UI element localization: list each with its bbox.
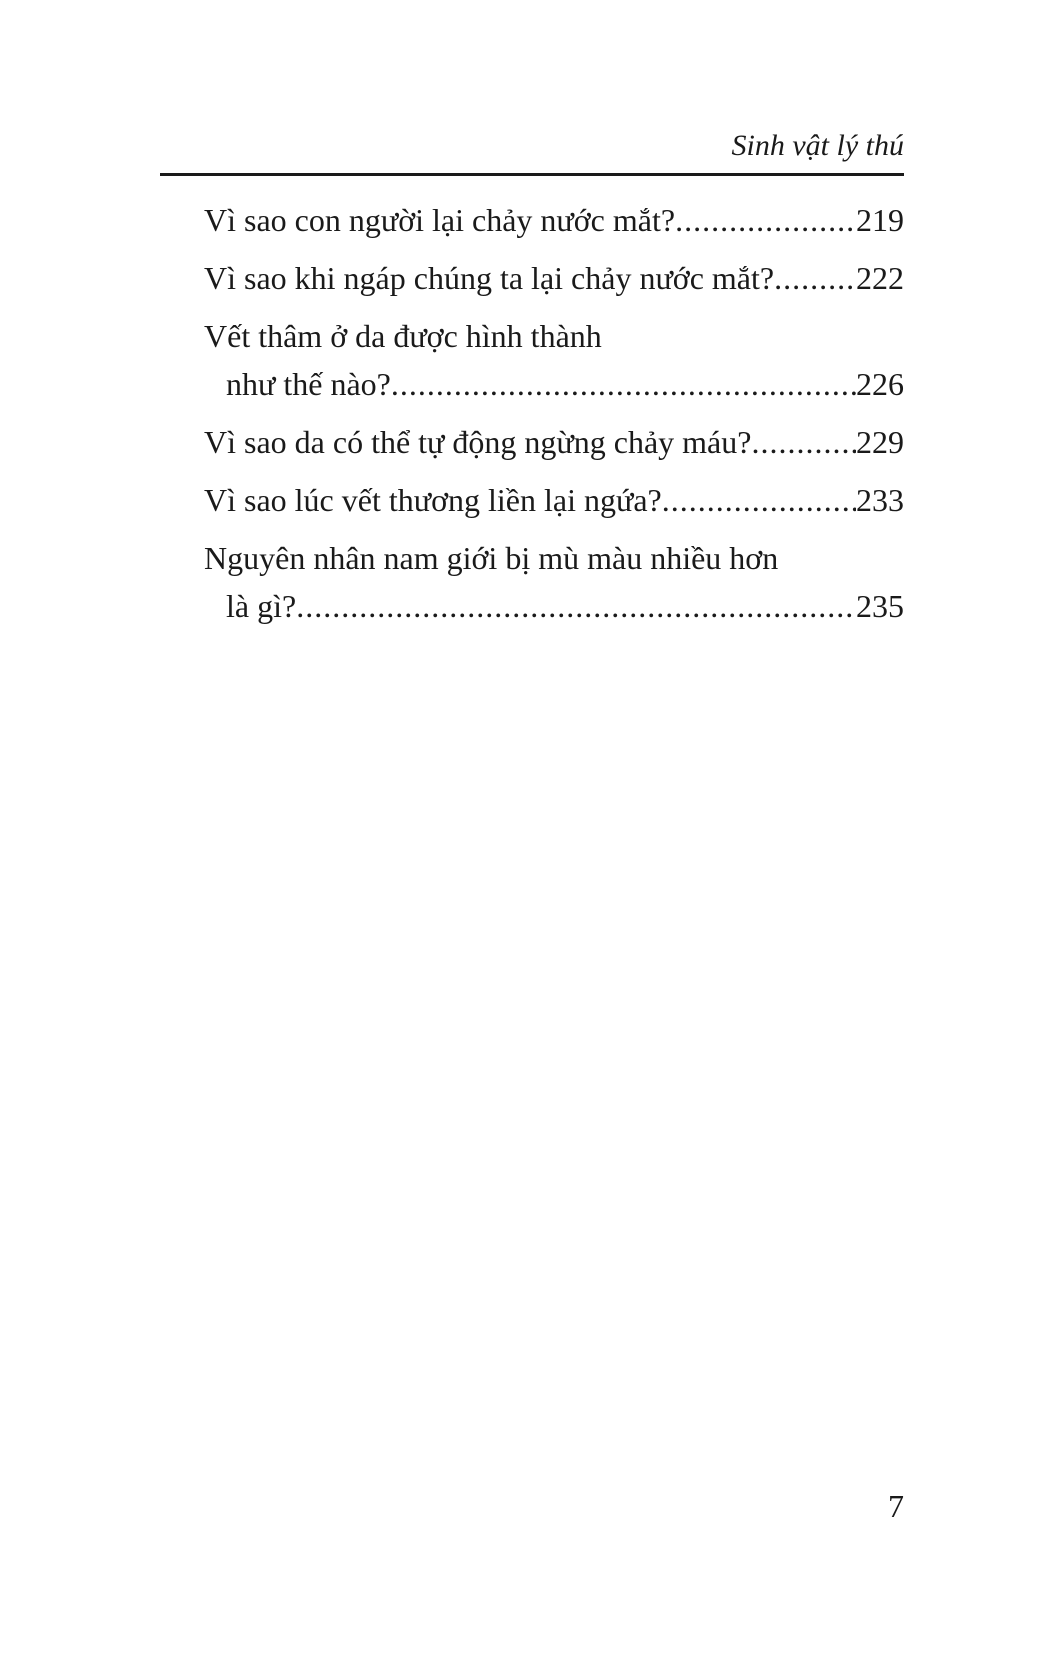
toc-leader-dots (751, 418, 856, 466)
toc-entry-title: Vì sao lúc vết thương liền lại ngứa? (204, 482, 662, 518)
toc-entry (204, 418, 904, 466)
running-header: Sinh vật lý thú (731, 129, 904, 162)
toc-line (204, 196, 904, 244)
toc-entry (204, 312, 904, 408)
toc-entry (204, 476, 904, 524)
toc-line (204, 534, 904, 582)
toc-leader-dots (774, 254, 856, 302)
toc-line-continued (204, 360, 904, 408)
toc-leader-dots (296, 582, 856, 630)
toc-entry-title: Nguyên nhân nam giới bị mù màu nhiều hơn (204, 540, 779, 576)
toc-entry-page: 229 (856, 424, 904, 460)
toc-entry-title-continued: là gì? (226, 588, 297, 624)
toc-line (204, 312, 904, 360)
toc-entry (204, 196, 904, 244)
toc-entry-page: 226 (856, 366, 904, 402)
toc-line (204, 418, 904, 466)
toc-leader-dots (391, 360, 856, 408)
toc-entry-title: Vì sao da có thể tự động ngừng chảy máu? (204, 424, 752, 460)
toc-entry-title-continued: như thế nào? (226, 366, 391, 402)
toc-entry-page: 233 (856, 482, 904, 518)
page-number: 7 (888, 1488, 904, 1524)
toc-entry-title: Vì sao khi ngáp chúng ta lại chảy nước mắt? (204, 260, 775, 296)
toc-entry-title: Vết thâm ở da được hình thành (204, 318, 602, 354)
toc-leader-dots (675, 196, 856, 244)
toc-entry-title: Vì sao con người lại chảy nước mắt? (204, 202, 676, 238)
toc-entry (204, 534, 904, 630)
toc-entry (204, 254, 904, 302)
toc-entry-page: 222 (856, 260, 904, 296)
toc-entry-page: 219 (856, 202, 904, 238)
header-rule (160, 173, 904, 176)
toc-line-continued (204, 582, 904, 630)
toc-line (204, 254, 904, 302)
toc-entry-page: 235 (856, 588, 904, 624)
toc-leader-dots (662, 476, 856, 524)
toc-line (204, 476, 904, 524)
table-of-contents (204, 196, 904, 640)
